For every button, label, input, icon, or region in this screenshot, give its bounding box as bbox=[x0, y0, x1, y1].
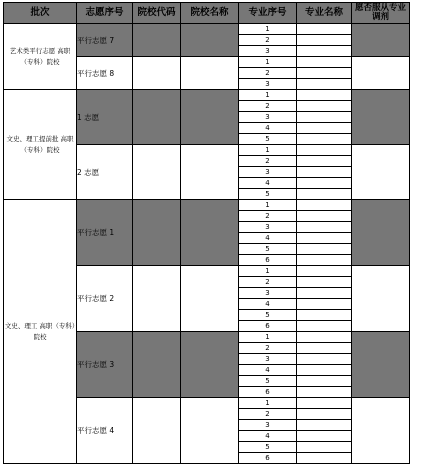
choice-label-cell: 平行志愿 8 bbox=[77, 57, 133, 90]
major-name-cell[interactable] bbox=[297, 156, 352, 167]
major-name-cell[interactable] bbox=[297, 255, 352, 266]
major-number-cell: 3 bbox=[239, 288, 297, 299]
major-number-cell: 3 bbox=[239, 420, 297, 431]
major-name-cell[interactable] bbox=[297, 167, 352, 178]
school-name-cell[interactable] bbox=[181, 145, 239, 200]
major-number-cell: 1 bbox=[239, 398, 297, 409]
header-school-name: 院校名称 bbox=[181, 3, 239, 24]
batch-cell: 文史、理工 高职（专科）院校 bbox=[4, 200, 77, 464]
major-number-cell: 1 bbox=[239, 145, 297, 156]
major-number-cell: 1 bbox=[239, 24, 297, 35]
major-name-cell[interactable] bbox=[297, 189, 352, 200]
batch-cell: 文史、理工提前批 高职（专科）院校 bbox=[4, 90, 77, 200]
major-number-cell: 4 bbox=[239, 299, 297, 310]
adjustment-cell[interactable] bbox=[352, 57, 410, 90]
major-name-cell[interactable] bbox=[297, 376, 352, 387]
school-name-cell[interactable] bbox=[181, 332, 239, 398]
header-major-name: 专业名称 bbox=[297, 3, 352, 24]
major-number-cell: 3 bbox=[239, 46, 297, 57]
header-batch: 批次 bbox=[4, 3, 77, 24]
major-number-cell: 6 bbox=[239, 321, 297, 332]
major-number-cell: 5 bbox=[239, 134, 297, 145]
adjustment-cell[interactable] bbox=[352, 266, 410, 332]
adjustment-cell[interactable] bbox=[352, 24, 410, 57]
adjustment-cell[interactable] bbox=[352, 200, 410, 266]
major-name-cell[interactable] bbox=[297, 24, 352, 35]
adjustment-cell[interactable] bbox=[352, 145, 410, 200]
major-name-cell[interactable] bbox=[297, 79, 352, 90]
major-name-cell[interactable] bbox=[297, 68, 352, 79]
major-number-cell: 5 bbox=[239, 376, 297, 387]
adjustment-cell[interactable] bbox=[352, 332, 410, 398]
header-major-number: 专业序号 bbox=[239, 3, 297, 24]
school-code-cell[interactable] bbox=[133, 398, 181, 464]
school-code-cell[interactable] bbox=[133, 200, 181, 266]
school-name-cell[interactable] bbox=[181, 266, 239, 332]
major-number-cell: 4 bbox=[239, 365, 297, 376]
major-name-cell[interactable] bbox=[297, 299, 352, 310]
major-name-cell[interactable] bbox=[297, 442, 352, 453]
major-number-cell: 2 bbox=[239, 277, 297, 288]
major-number-cell: 5 bbox=[239, 442, 297, 453]
major-number-cell: 2 bbox=[239, 35, 297, 46]
adjustment-cell[interactable] bbox=[352, 90, 410, 145]
major-name-cell[interactable] bbox=[297, 453, 352, 464]
major-name-cell[interactable] bbox=[297, 332, 352, 343]
batch-cell: 艺术类平行志愿 高职（专科）院校 bbox=[4, 24, 77, 90]
application-form-table bbox=[3, 2, 410, 464]
major-number-cell: 2 bbox=[239, 343, 297, 354]
major-number-cell: 5 bbox=[239, 310, 297, 321]
choice-label-cell: 1 志愿 bbox=[77, 90, 133, 145]
major-name-cell[interactable] bbox=[297, 409, 352, 420]
major-name-cell[interactable] bbox=[297, 145, 352, 156]
major-name-cell[interactable] bbox=[297, 343, 352, 354]
major-number-cell: 3 bbox=[239, 167, 297, 178]
major-name-cell[interactable] bbox=[297, 233, 352, 244]
major-name-cell[interactable] bbox=[297, 365, 352, 376]
header-choice-number: 志愿序号 bbox=[77, 3, 133, 24]
major-name-cell[interactable] bbox=[297, 431, 352, 442]
school-code-cell[interactable] bbox=[133, 266, 181, 332]
major-name-cell[interactable] bbox=[297, 46, 352, 57]
header-school-code: 院校代码 bbox=[133, 3, 181, 24]
major-number-cell: 1 bbox=[239, 90, 297, 101]
table-row bbox=[4, 90, 410, 101]
school-name-cell[interactable] bbox=[181, 57, 239, 90]
major-name-cell[interactable] bbox=[297, 266, 352, 277]
major-number-cell: 6 bbox=[239, 453, 297, 464]
major-number-cell: 2 bbox=[239, 156, 297, 167]
major-name-cell[interactable] bbox=[297, 310, 352, 321]
table-row bbox=[4, 24, 410, 35]
major-number-cell: 4 bbox=[239, 123, 297, 134]
school-name-cell[interactable] bbox=[181, 90, 239, 145]
major-name-cell[interactable] bbox=[297, 112, 352, 123]
school-code-cell[interactable] bbox=[133, 145, 181, 200]
header-accept-adjustment: 愿否服从专业调剂 bbox=[352, 3, 410, 24]
major-name-cell[interactable] bbox=[297, 244, 352, 255]
major-number-cell: 2 bbox=[239, 101, 297, 112]
school-code-cell[interactable] bbox=[133, 57, 181, 90]
major-name-cell[interactable] bbox=[297, 321, 352, 332]
table-row bbox=[4, 200, 410, 211]
school-name-cell[interactable] bbox=[181, 200, 239, 266]
major-number-cell: 5 bbox=[239, 244, 297, 255]
major-name-cell[interactable] bbox=[297, 101, 352, 112]
school-code-cell[interactable] bbox=[133, 24, 181, 57]
adjustment-cell[interactable] bbox=[352, 398, 410, 464]
major-name-cell[interactable] bbox=[297, 211, 352, 222]
major-name-cell[interactable] bbox=[297, 420, 352, 431]
major-number-cell: 4 bbox=[239, 431, 297, 442]
major-name-cell[interactable] bbox=[297, 123, 352, 134]
major-number-cell: 6 bbox=[239, 387, 297, 398]
school-name-cell[interactable] bbox=[181, 24, 239, 57]
major-name-cell[interactable] bbox=[297, 222, 352, 233]
major-number-cell: 3 bbox=[239, 112, 297, 123]
major-name-cell[interactable] bbox=[297, 57, 352, 68]
major-name-cell[interactable] bbox=[297, 398, 352, 409]
major-name-cell[interactable] bbox=[297, 178, 352, 189]
major-name-cell[interactable] bbox=[297, 387, 352, 398]
major-name-cell[interactable] bbox=[297, 277, 352, 288]
major-number-cell: 2 bbox=[239, 211, 297, 222]
major-number-cell: 4 bbox=[239, 233, 297, 244]
major-number-cell: 1 bbox=[239, 332, 297, 343]
choice-label-cell: 平行志愿 4 bbox=[77, 398, 133, 464]
major-number-cell: 3 bbox=[239, 79, 297, 90]
major-number-cell: 5 bbox=[239, 189, 297, 200]
major-number-cell: 1 bbox=[239, 200, 297, 211]
choice-label-cell: 平行志愿 7 bbox=[77, 24, 133, 57]
major-number-cell: 1 bbox=[239, 266, 297, 277]
major-name-cell[interactable] bbox=[297, 35, 352, 46]
choice-label-cell: 2 志愿 bbox=[77, 145, 133, 200]
major-number-cell: 3 bbox=[239, 222, 297, 233]
major-number-cell: 1 bbox=[239, 57, 297, 68]
major-number-cell: 3 bbox=[239, 354, 297, 365]
major-name-cell[interactable] bbox=[297, 90, 352, 101]
form-container bbox=[3, 2, 410, 464]
choice-label-cell: 平行志愿 1 bbox=[77, 200, 133, 266]
school-name-cell[interactable] bbox=[181, 398, 239, 464]
major-number-cell: 6 bbox=[239, 255, 297, 266]
major-name-cell[interactable] bbox=[297, 200, 352, 211]
header-row bbox=[4, 3, 410, 24]
major-number-cell: 2 bbox=[239, 68, 297, 79]
major-name-cell[interactable] bbox=[297, 288, 352, 299]
school-code-cell[interactable] bbox=[133, 90, 181, 145]
major-number-cell: 2 bbox=[239, 409, 297, 420]
major-number-cell: 4 bbox=[239, 178, 297, 189]
choice-label-cell: 平行志愿 2 bbox=[77, 266, 133, 332]
major-name-cell[interactable] bbox=[297, 354, 352, 365]
choice-label-cell: 平行志愿 3 bbox=[77, 332, 133, 398]
school-code-cell[interactable] bbox=[133, 332, 181, 398]
major-name-cell[interactable] bbox=[297, 134, 352, 145]
